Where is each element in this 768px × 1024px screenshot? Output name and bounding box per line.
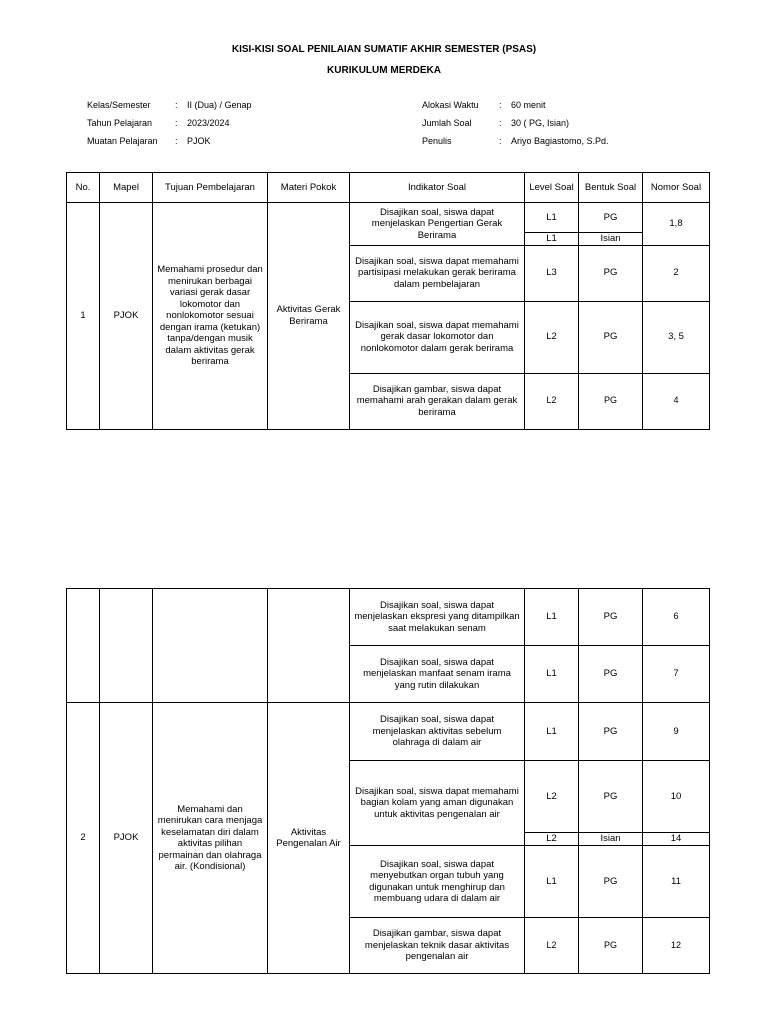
row-nomor: 3, 5	[643, 301, 710, 373]
row-bentuk: PG	[579, 373, 643, 429]
meta-left	[87, 96, 252, 150]
col-header-tujuan: Tujuan Pembelajaran	[153, 173, 268, 203]
row-level: L2	[525, 833, 579, 846]
row-bentuk: PG	[579, 646, 643, 703]
row-indikator: Disajikan gambar, siswa dapat menjelaskan teknik dasar aktivitas pengenalan air	[350, 918, 525, 974]
meta-row-penulis	[422, 132, 609, 150]
meta-row-tahun	[87, 114, 252, 132]
row-nomor: 9	[643, 703, 710, 761]
row-mapel: PJOK	[100, 203, 153, 430]
row-level: L1	[525, 589, 579, 646]
row-indikator: Disajikan soal, siswa dapat menjelaskan Pengertian Gerak Berirama	[350, 203, 525, 246]
row-nomor: 11	[643, 846, 710, 918]
row-tujuan: Memahami prosedur dan menirukan berbagai variasi gerak dasar lokomotor dan nonlokomotor sesuai dengan irama (ketukan) tanpa/dengan musik dalam aktivitas gerak berirama	[153, 203, 268, 430]
meta-label: Tahun Pelajaran	[87, 118, 153, 128]
row-indikator: Disajikan soal, siswa dapat menyebutkan organ tubuh yang digunakan untuk menghirup dan membuang udara di dalam air	[350, 846, 525, 918]
col-header-materi: Materi Pokok	[268, 173, 350, 203]
row-bentuk: PG	[579, 589, 643, 646]
meta-row-alokasi	[422, 96, 609, 114]
meta-sep: :	[499, 136, 502, 146]
meta-value: 2023/2024	[187, 118, 230, 128]
document-title: KISI-KISI SOAL PENILAIAN SUMATIF AKHIR SEMESTER (PSAS)	[231, 44, 537, 55]
row-nomor: 4	[643, 373, 710, 429]
table-row	[67, 203, 710, 233]
table-row	[67, 703, 710, 761]
row-level: L1	[525, 233, 579, 246]
row-bentuk: Isian	[579, 233, 643, 246]
row-mapel: PJOK	[100, 703, 153, 974]
meta-sep: :	[499, 100, 502, 110]
meta-row-muatan	[87, 132, 252, 150]
meta-label: Penulis	[422, 136, 452, 146]
row-number: 1	[67, 203, 100, 430]
row-nomor: 12	[643, 918, 710, 974]
row-level: L1	[525, 646, 579, 703]
row-indikator: Disajikan soal, siswa dapat memahami gerak dasar lokomotor dan nonlokomotor dalam gerak berirama	[350, 301, 525, 373]
meta-value: 60 menit	[511, 100, 546, 110]
col-header-bentuk: Bentuk Soal	[579, 173, 643, 203]
row-bentuk: PG	[579, 203, 643, 233]
meta-label: Muatan Pelajaran	[87, 136, 158, 146]
meta-value: Ariyo Bagiastomo, S.Pd.	[511, 136, 609, 146]
row-tujuan: Memahami dan menirukan cara menjaga keselamatan diri dalam aktivitas pilihan permainan dan olahraga air. (Kondisional)	[153, 703, 268, 974]
meta-sep: :	[499, 118, 502, 128]
row-nomor: 7	[643, 646, 710, 703]
row-mapel	[100, 589, 153, 703]
row-materi: Aktivitas Gerak Berirama	[268, 203, 350, 430]
meta-value: II (Dua) / Genap	[187, 100, 252, 110]
row-indikator: Disajikan soal, siswa dapat menjelaskan manfaat senam irama yang rutin dilakukan	[350, 646, 525, 703]
row-level: L2	[525, 761, 579, 833]
kisi-kisi-table-2	[66, 588, 710, 974]
meta-sep: :	[175, 136, 178, 146]
row-bentuk: PG	[579, 846, 643, 918]
meta-row-kelas	[87, 96, 252, 114]
document-subtitle: KURIKULUM MERDEKA	[327, 65, 441, 76]
col-header-nomor: Nomor Soal	[643, 173, 710, 203]
row-bentuk: PG	[579, 245, 643, 301]
kisi-kisi-table-1	[66, 172, 710, 430]
row-level: L1	[525, 703, 579, 761]
row-nomor: 1,8	[643, 203, 710, 246]
row-level: L1	[525, 203, 579, 233]
row-bentuk: Isian	[579, 833, 643, 846]
meta-right	[422, 96, 609, 150]
row-nomor: 14	[643, 833, 710, 846]
col-header-indikator: Indikator Soal	[350, 173, 525, 203]
meta-value: PJOK	[187, 136, 211, 146]
meta-row-jumlah	[422, 114, 609, 132]
row-bentuk: PG	[579, 703, 643, 761]
row-bentuk: PG	[579, 918, 643, 974]
row-bentuk: PG	[579, 761, 643, 833]
row-nomor: 6	[643, 589, 710, 646]
meta-label: Alokasi Waktu	[422, 100, 479, 110]
meta-label: Kelas/Semester	[87, 100, 151, 110]
row-indikator: Disajikan soal, siswa dapat memahami partisipasi melakukan gerak berirama dalam pembelajaran	[350, 245, 525, 301]
row-indikator: Disajikan gambar, siswa dapat memahami arah gerakan dalam gerak berirama	[350, 373, 525, 429]
row-level: L3	[525, 245, 579, 301]
row-level: L2	[525, 301, 579, 373]
row-tujuan	[153, 589, 268, 703]
meta-value: 30 ( PG, Isian)	[511, 118, 570, 128]
row-nomor: 2	[643, 245, 710, 301]
meta-sep: :	[175, 100, 178, 110]
row-level: L2	[525, 373, 579, 429]
meta-label: Jumlah Soal	[422, 118, 472, 128]
row-nomor: 10	[643, 761, 710, 833]
row-number: 2	[67, 703, 100, 974]
table-row	[67, 589, 710, 646]
row-indikator: Disajikan soal, siswa dapat memahami bagian kolam yang aman digunakan untuk aktivitas pengenalan air	[350, 761, 525, 846]
row-indikator: Disajikan soal, siswa dapat menjelaskan aktivitas sebelum olahraga di dalam air	[350, 703, 525, 761]
col-header-level: Level Soal	[525, 173, 579, 203]
col-header-mapel: Mapel	[100, 173, 153, 203]
row-bentuk: PG	[579, 301, 643, 373]
row-materi: Aktivitas Pengenalan Air	[268, 703, 350, 974]
meta-sep: :	[175, 118, 178, 128]
col-header-no: No.	[67, 173, 100, 203]
row-materi	[268, 589, 350, 703]
table-header-row	[67, 173, 710, 203]
row-number	[67, 589, 100, 703]
row-indikator: Disajikan soal, siswa dapat menjelaskan ekspresi yang ditampilkan saat melakukan senam	[350, 589, 525, 646]
row-level: L1	[525, 846, 579, 918]
row-level: L2	[525, 918, 579, 974]
